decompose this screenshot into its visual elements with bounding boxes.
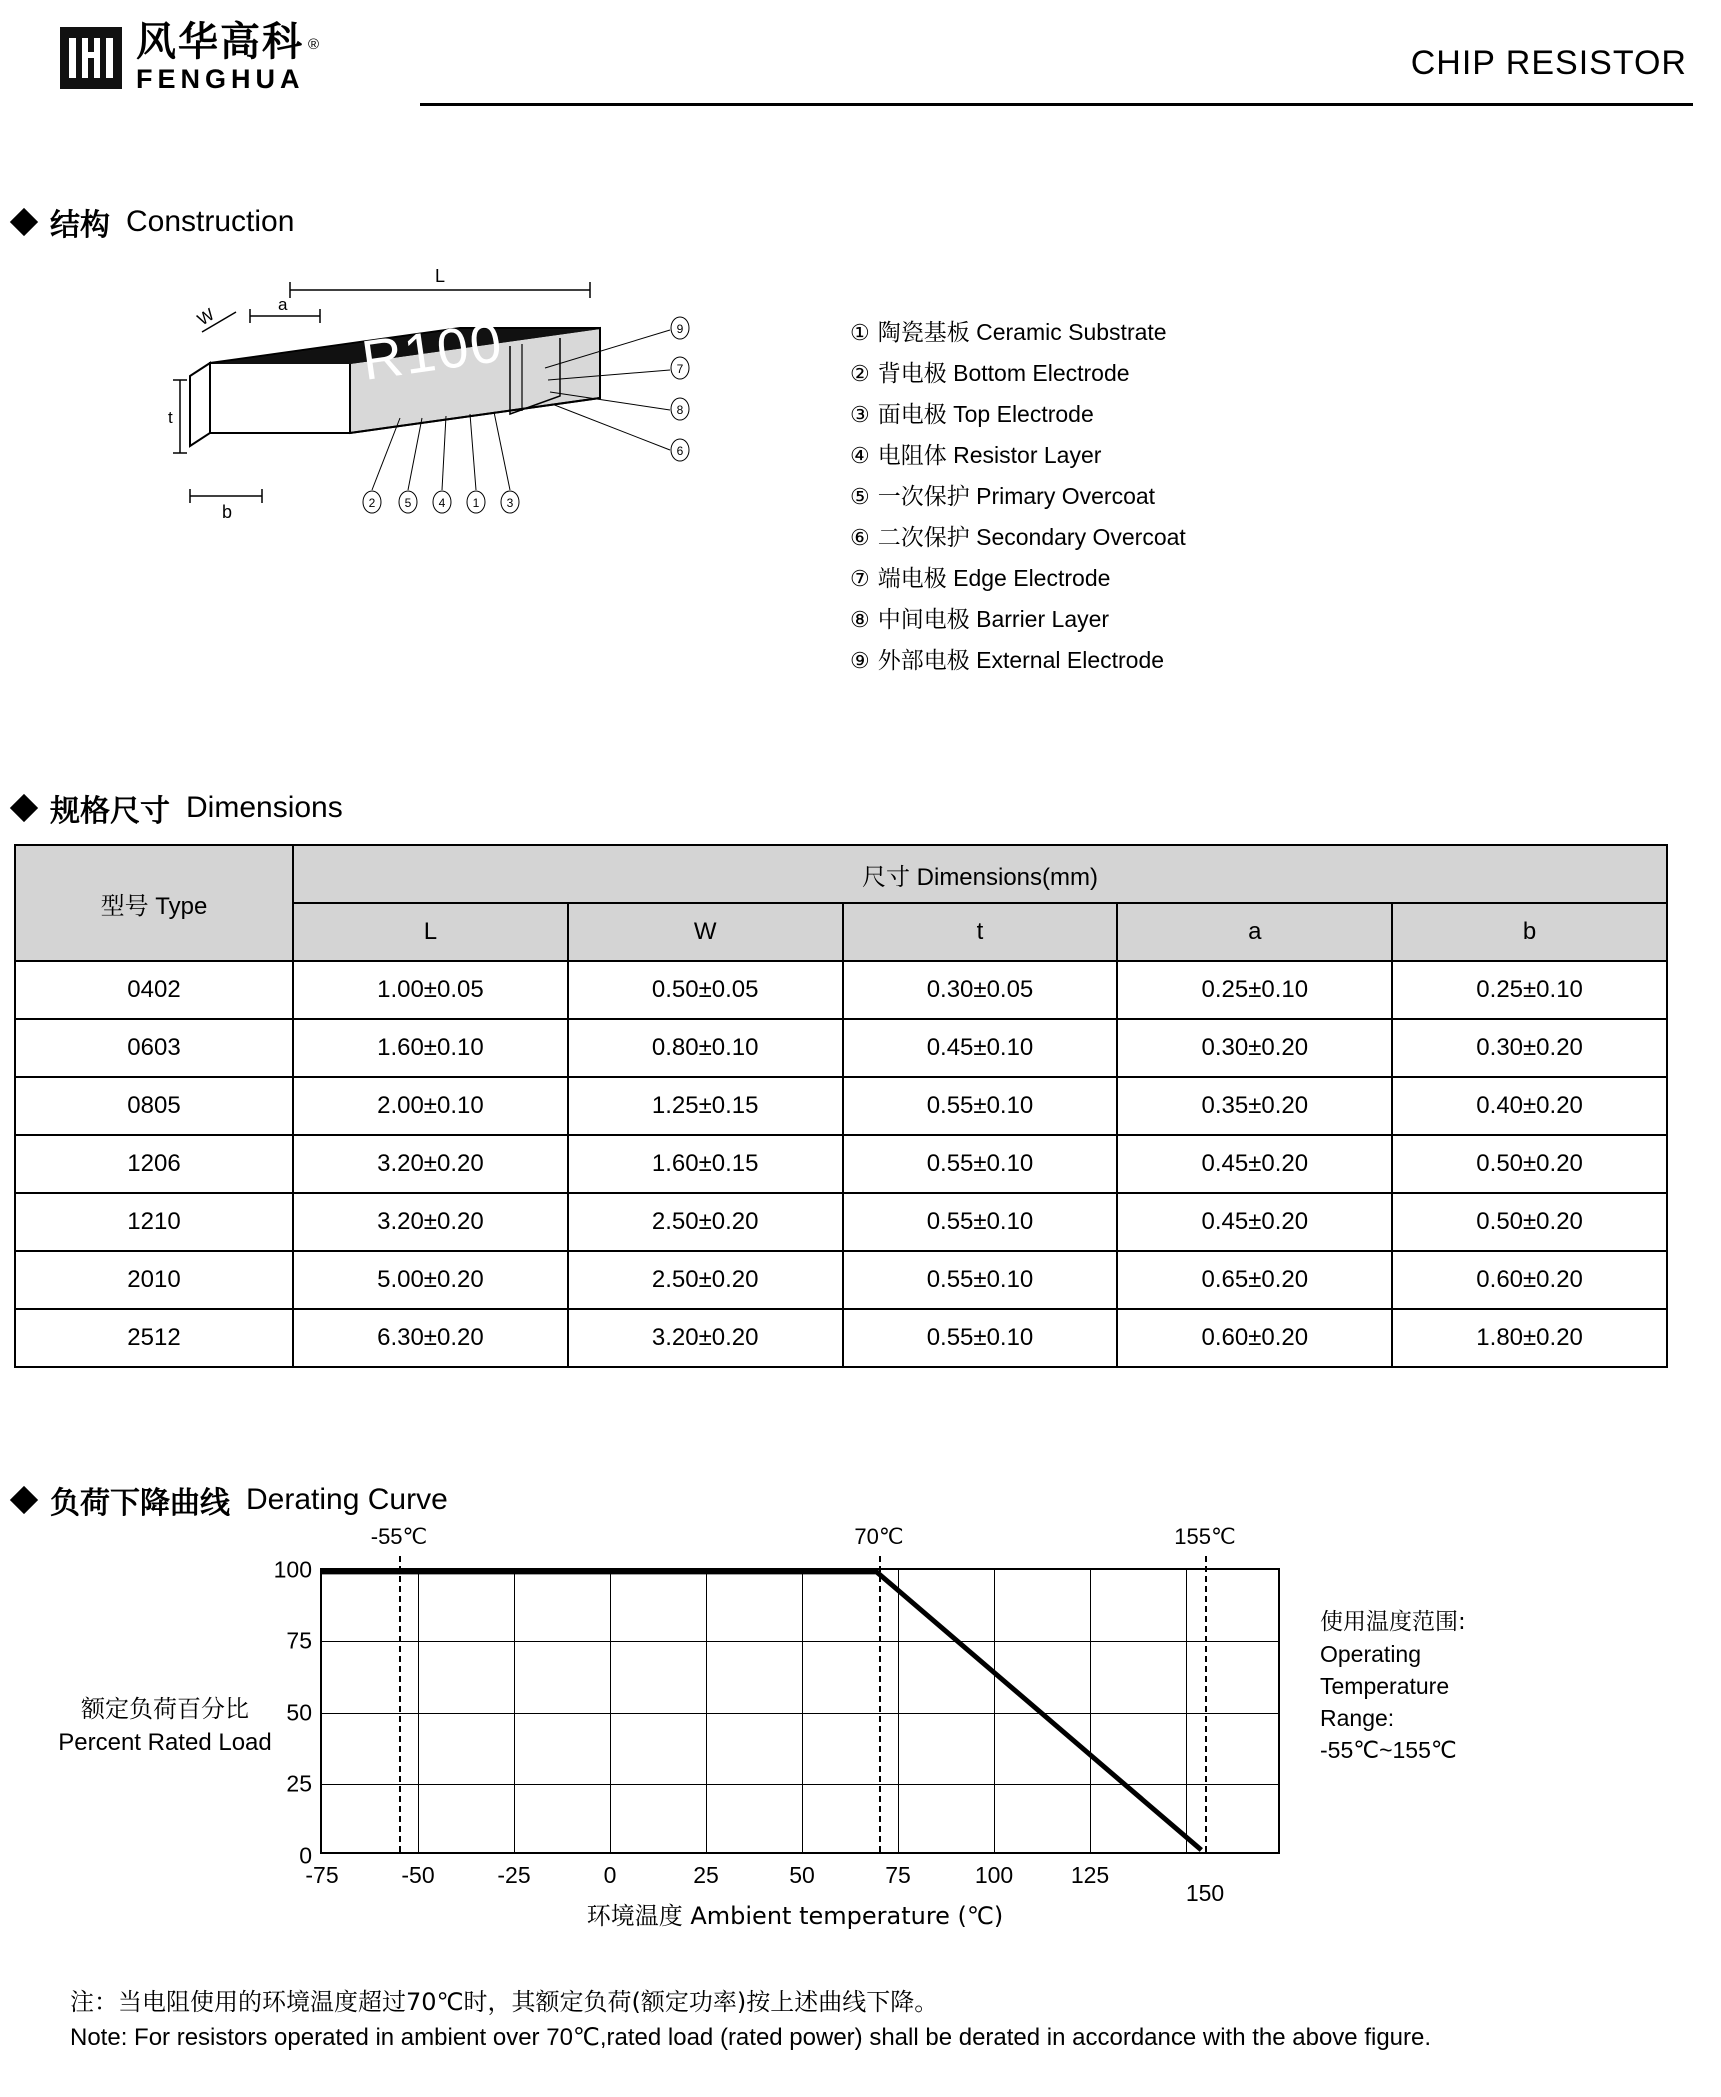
legend-item [850, 558, 1186, 599]
cell-t: 0.55±0.10 [843, 1077, 1118, 1135]
table-row [15, 1019, 1667, 1077]
legend-item [850, 394, 1186, 435]
construction-figure [0, 268, 820, 681]
table-row [15, 1251, 1667, 1309]
derating-section [0, 1478, 1721, 2056]
y-tick-75: 75 [286, 1627, 312, 1654]
cell-L: 1.60±0.10 [293, 1019, 568, 1077]
dimensions-section [0, 786, 1721, 1368]
derating-heading [14, 1478, 1721, 1522]
derating-heading-cn: 负荷下降曲线 [50, 1486, 230, 1521]
legend-label-en: Ceramic Substrate [976, 319, 1167, 345]
y-axis-title-en: Percent Rated Load [58, 1729, 272, 1756]
x-tick-150: 150 [1185, 1880, 1225, 1906]
legend-item [850, 476, 1186, 517]
legend-label-cn: 外部电极 [877, 648, 970, 674]
legend-number: ② [850, 361, 870, 386]
legend-label-cn: 端电极 [877, 566, 947, 592]
svg-text:9: 9 [676, 322, 684, 336]
dimensions-heading [14, 786, 1721, 830]
legend-number: ⑥ [850, 525, 870, 550]
legend-number: ③ [850, 402, 870, 427]
legend-label-en: Resistor Layer [953, 442, 1102, 468]
svg-text:b: b [222, 502, 233, 522]
x-tick-25: 25 [693, 1862, 719, 1888]
construction-legend [820, 268, 1186, 681]
column-header-type: 型号 Type [15, 845, 293, 961]
cell-type: 2010 [15, 1251, 293, 1309]
svg-text:t: t [168, 408, 173, 427]
svg-text:a: a [278, 295, 288, 314]
column-header-a: a [1117, 903, 1392, 961]
cell-b: 0.25±0.10 [1392, 961, 1667, 1019]
note-cn: 注：当电阻使用的环境温度超过70℃时，其额定负荷(额定功率)按上述曲线下降。 [70, 1988, 939, 2016]
cell-b: 0.60±0.20 [1392, 1251, 1667, 1309]
marker-label-70: 70℃ [854, 1524, 904, 1549]
column-header-W: W [568, 903, 843, 961]
legend-label-en: Primary Overcoat [976, 483, 1156, 509]
x-tick--50: -50 [401, 1862, 435, 1888]
legend-item [850, 435, 1186, 476]
range-value: -55℃~155℃ [1320, 1737, 1457, 1763]
cell-a: 0.45±0.20 [1117, 1193, 1392, 1251]
cell-b: 0.50±0.20 [1392, 1193, 1667, 1251]
diamond-bullet-icon [10, 208, 38, 236]
legend-item [850, 599, 1186, 640]
dimensions-heading-en: Dimensions [186, 791, 343, 824]
registered-mark-icon: ® [308, 35, 320, 53]
cell-b: 1.80±0.20 [1392, 1309, 1667, 1367]
range-label-en-2: Temperature [1320, 1673, 1450, 1699]
cell-W: 3.20±0.20 [568, 1309, 843, 1367]
legend-item [850, 517, 1186, 558]
fenghua-logo-icon [60, 27, 122, 89]
column-header-L: L [293, 903, 568, 961]
marker-label-155: 155℃ [1174, 1524, 1236, 1549]
legend-label-cn: 一次保护 [877, 484, 970, 510]
cell-W: 0.80±0.10 [568, 1019, 843, 1077]
legend-label-en: Secondary Overcoat [976, 524, 1186, 550]
legend-label-cn: 二次保护 [877, 525, 970, 551]
cell-a: 0.30±0.20 [1117, 1019, 1392, 1077]
construction-heading [14, 200, 1721, 244]
svg-text:6: 6 [676, 444, 684, 458]
table-row [15, 1193, 1667, 1251]
column-header-dimensions: 尺寸 Dimensions(mm) [293, 845, 1667, 903]
note-en: Note: For resistors operated in ambient over 70℃,rated load (rated power) shall be derated in accordance with the above figure. [70, 2024, 1432, 2051]
svg-text:1: 1 [472, 496, 480, 510]
range-label-en-1: Operating [1320, 1641, 1422, 1667]
table-row [15, 1077, 1667, 1135]
x-tick-125: 125 [1070, 1862, 1110, 1888]
chart-plot-area [273, 1524, 1280, 1906]
svg-text:4: 4 [438, 496, 446, 510]
diamond-bullet-icon [10, 794, 38, 822]
x-tick-100: 100 [974, 1862, 1014, 1888]
x-tick--25: -25 [497, 1862, 531, 1888]
cell-b: 0.30±0.20 [1392, 1019, 1667, 1077]
x-tick-75: 75 [885, 1862, 911, 1888]
cell-t: 0.45±0.10 [843, 1019, 1118, 1077]
dimensions-table [14, 844, 1668, 1368]
page-header [0, 0, 1721, 130]
cell-t: 0.55±0.10 [843, 1135, 1118, 1193]
cell-type: 2512 [15, 1309, 293, 1367]
legend-label-en: Edge Electrode [953, 565, 1111, 591]
cell-t: 0.55±0.10 [843, 1309, 1118, 1367]
derating-heading-en: Derating Curve [246, 1483, 448, 1516]
legend-label-cn: 面电极 [877, 402, 947, 428]
cell-W: 0.50±0.05 [568, 961, 843, 1019]
table-row [15, 1135, 1667, 1193]
svg-text:3: 3 [506, 496, 514, 510]
legend-label-en: Top Electrode [953, 401, 1094, 427]
legend-item [850, 312, 1186, 353]
cell-W: 1.60±0.15 [568, 1135, 843, 1193]
cell-L: 1.00±0.05 [293, 961, 568, 1019]
x-tick--75: -75 [305, 1862, 339, 1888]
cell-type: 0603 [15, 1019, 293, 1077]
legend-number: ① [850, 320, 870, 345]
y-tick-100: 100 [273, 1556, 312, 1583]
cell-W: 2.50±0.20 [568, 1193, 843, 1251]
cell-W: 2.50±0.20 [568, 1251, 843, 1309]
brand-logo [60, 19, 320, 94]
cell-t: 0.55±0.10 [843, 1251, 1118, 1309]
cell-t: 0.30±0.05 [843, 961, 1118, 1019]
cell-L: 6.30±0.20 [293, 1309, 568, 1367]
cell-type: 1210 [15, 1193, 293, 1251]
diamond-bullet-icon [10, 1486, 38, 1514]
construction-heading-cn: 结构 [50, 208, 110, 243]
svg-text:R100: R100 [357, 309, 508, 392]
y-tick-25: 25 [286, 1770, 312, 1797]
cell-L: 2.00±0.10 [293, 1077, 568, 1135]
cell-a: 0.25±0.10 [1117, 961, 1392, 1019]
table-row [15, 1309, 1667, 1367]
cell-a: 0.65±0.20 [1117, 1251, 1392, 1309]
operating-temperature-range [1320, 1606, 1466, 1766]
derating-curve-line [322, 1570, 1278, 1852]
cell-type: 0805 [15, 1077, 293, 1135]
svg-text:7: 7 [676, 362, 684, 376]
table-header-row [15, 845, 1667, 903]
legend-item [850, 353, 1186, 394]
legend-item [850, 640, 1186, 681]
x-axis-title-text: 环境温度 Ambient temperature (℃) [586, 1902, 1004, 1930]
cell-L: 3.20±0.20 [293, 1135, 568, 1193]
legend-label-en: Bottom Electrode [953, 360, 1130, 386]
marker-label-minus55: -55℃ [370, 1524, 428, 1549]
y-tick-50: 50 [286, 1699, 312, 1726]
brand-name-cn: 风华高科 [136, 19, 304, 65]
legend-number: ⑨ [850, 648, 870, 673]
cell-W: 1.25±0.15 [568, 1077, 843, 1135]
header-title-rule [420, 44, 1693, 106]
chart-plot-wrapper [273, 1524, 1290, 1906]
x-tick-0: 0 [603, 1862, 617, 1888]
cell-L: 5.00±0.20 [293, 1251, 568, 1309]
svg-text:5: 5 [404, 496, 412, 510]
construction-section [0, 200, 1721, 681]
svg-text:2: 2 [368, 496, 376, 510]
brand-name-en: FENGHUA [136, 64, 305, 94]
range-label-en-3: Range: [1320, 1705, 1395, 1731]
derating-note [70, 1984, 1670, 2056]
cell-b: 0.50±0.20 [1392, 1135, 1667, 1193]
legend-label-en: Barrier Layer [976, 606, 1110, 632]
x-axis-title [300, 1896, 1290, 1931]
page-title: CHIP RESISTOR [1410, 44, 1687, 82]
legend-label-cn: 陶瓷基板 [877, 320, 970, 346]
legend-number: ⑧ [850, 607, 870, 632]
legend-number: ⑤ [850, 484, 870, 509]
dimensions-heading-cn: 规格尺寸 [50, 794, 170, 829]
column-header-t: t [843, 903, 1118, 961]
y-tick-0: 0 [299, 1842, 312, 1869]
cell-type: 0402 [15, 961, 293, 1019]
cell-a: 0.35±0.20 [1117, 1077, 1392, 1135]
legend-label-cn: 中间电极 [877, 607, 970, 633]
legend-label-cn: 背电极 [877, 361, 947, 387]
legend-number: ⑦ [850, 566, 870, 591]
y-axis-title [40, 1692, 290, 1760]
brand-wordmark [136, 19, 320, 94]
legend-label-cn: 电阻体 [877, 443, 947, 469]
x-tick-50: 50 [789, 1862, 815, 1888]
cell-type: 1206 [15, 1135, 293, 1193]
cell-a: 0.45±0.20 [1117, 1135, 1392, 1193]
column-header-b: b [1392, 903, 1667, 961]
y-axis-title-cn: 额定负荷百分比 [81, 1695, 249, 1723]
svg-text:W: W [194, 304, 218, 330]
cell-L: 3.20±0.20 [293, 1193, 568, 1251]
cell-b: 0.40±0.20 [1392, 1077, 1667, 1135]
derating-chart [0, 1524, 1721, 1944]
legend-number: ④ [850, 443, 870, 468]
table-row [15, 961, 1667, 1019]
svg-text:L: L [435, 268, 446, 286]
range-label-cn: 使用温度范围: [1320, 1609, 1466, 1635]
legend-label-en: External Electrode [976, 647, 1165, 673]
construction-heading-en: Construction [126, 205, 295, 238]
cell-t: 0.55±0.10 [843, 1193, 1118, 1251]
svg-text:8: 8 [676, 403, 684, 417]
cell-a: 0.60±0.20 [1117, 1309, 1392, 1367]
